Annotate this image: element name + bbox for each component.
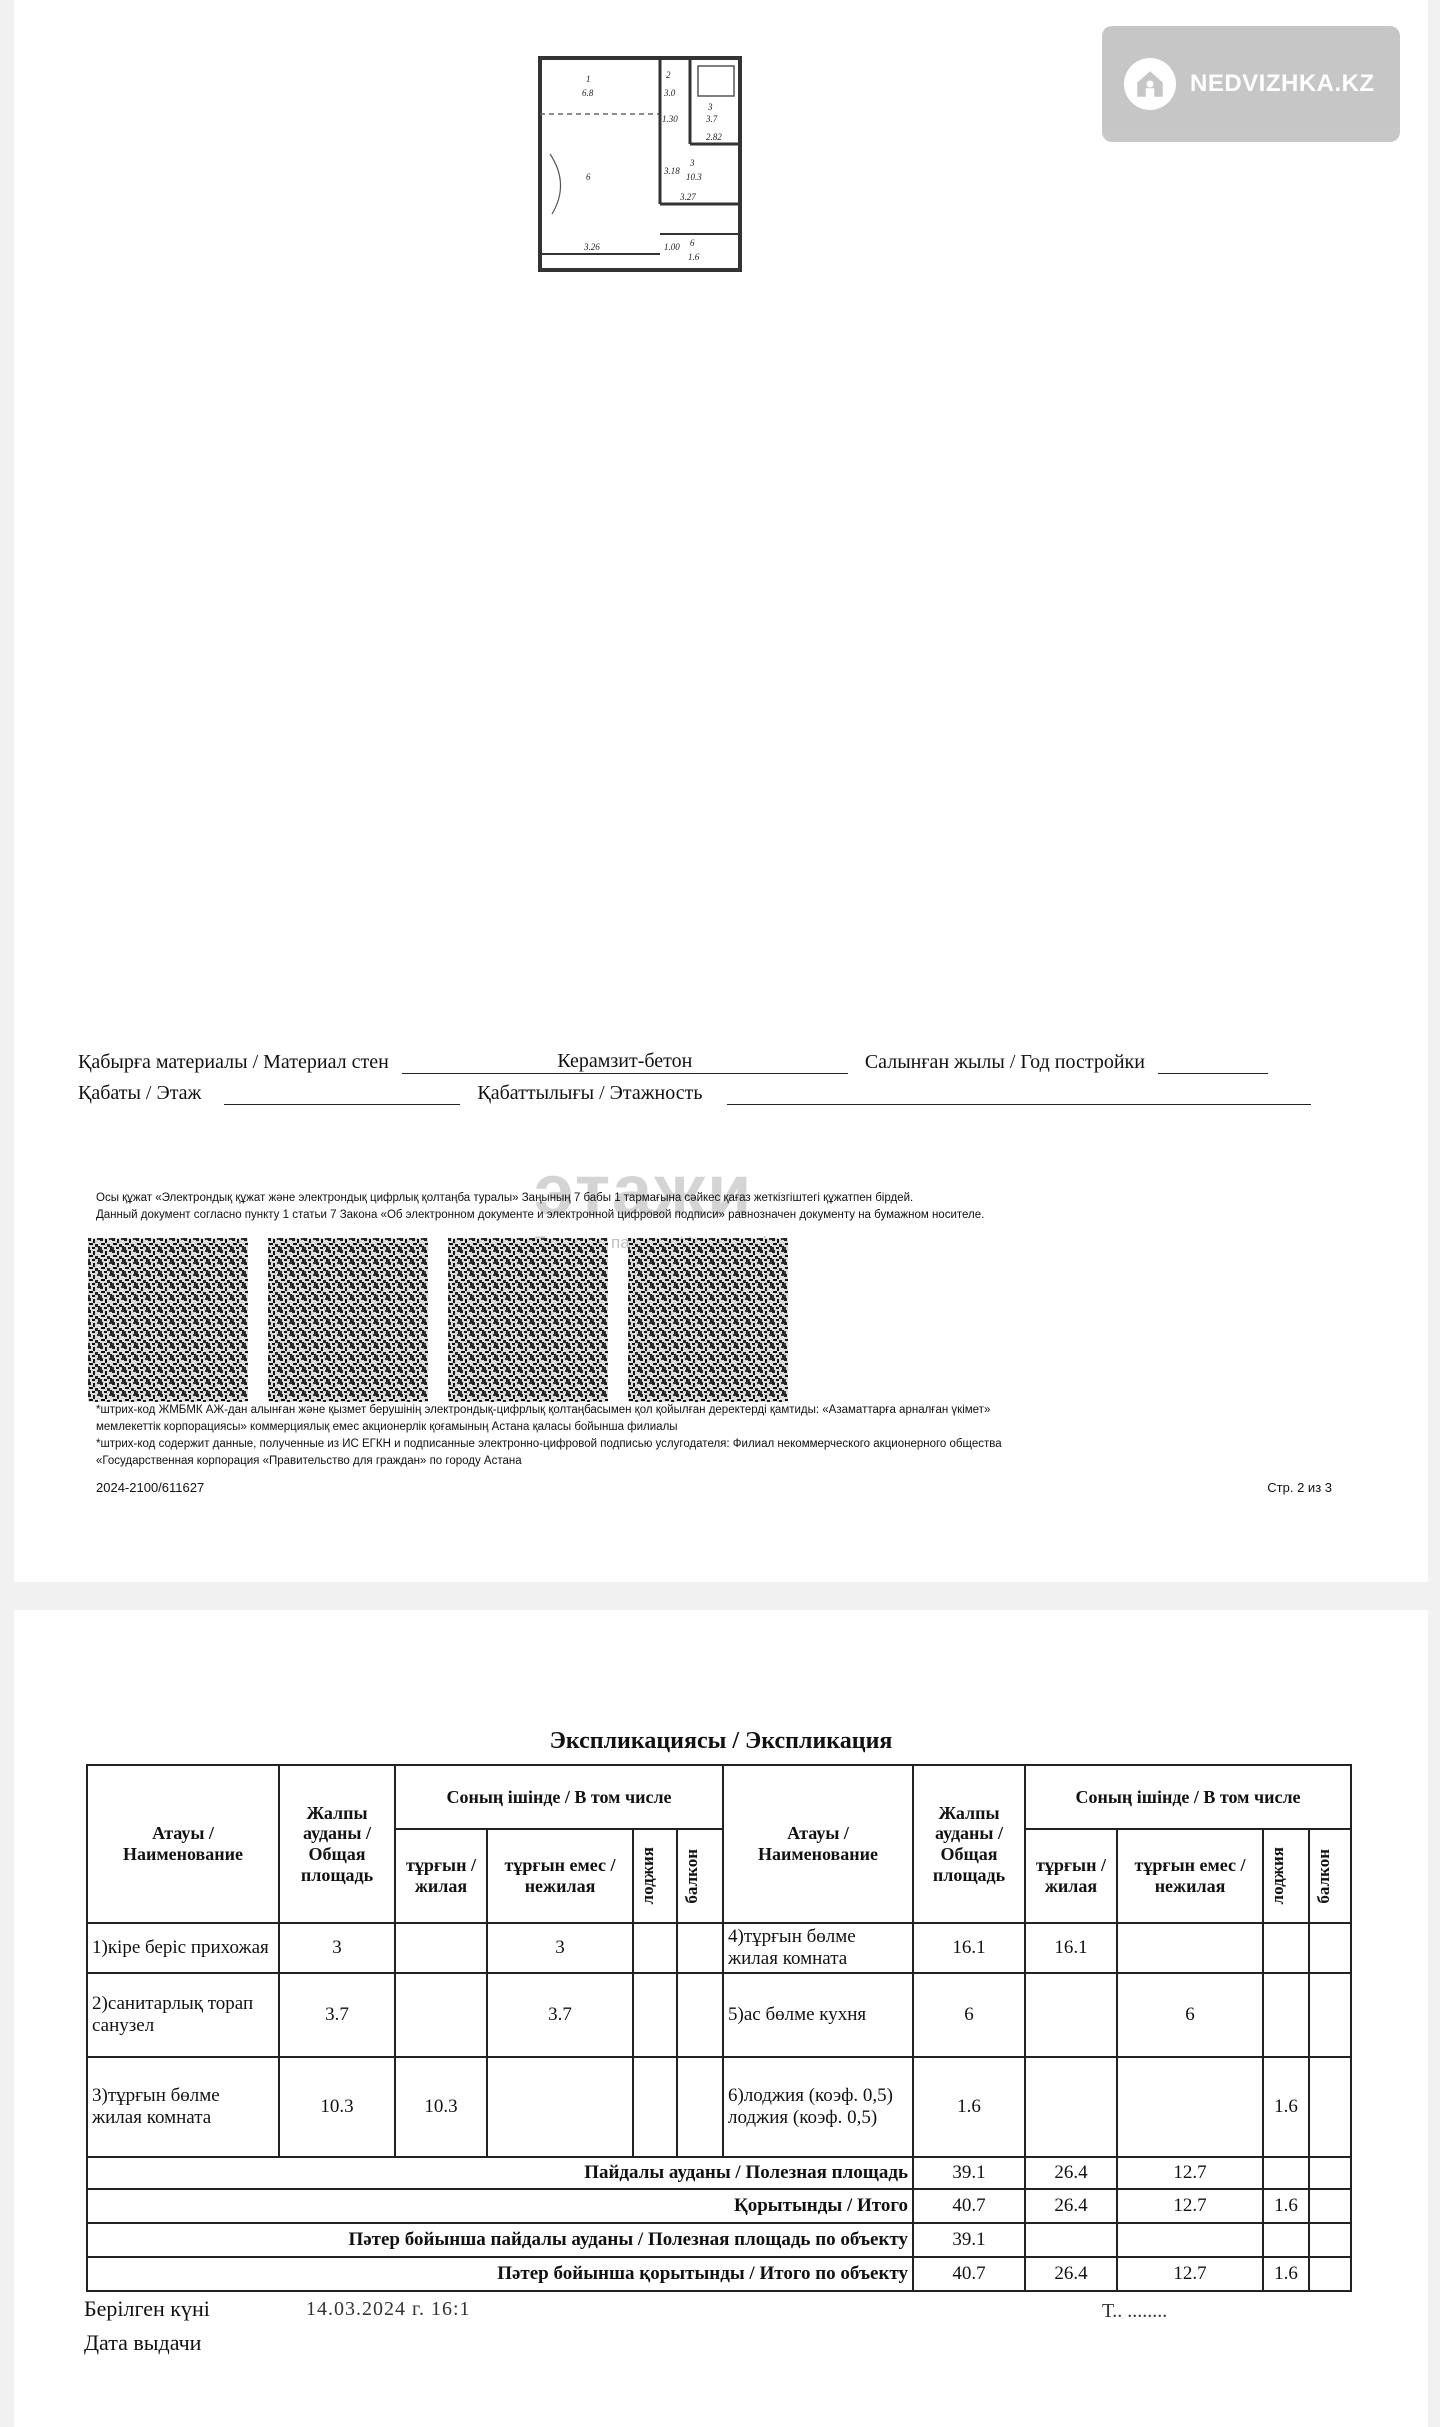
- plan-label: 1.00: [664, 242, 680, 252]
- table-row: [87, 2057, 1351, 2157]
- room-nonliving: 3: [487, 1923, 633, 1973]
- total-loggia: 1.6: [1263, 2257, 1309, 2291]
- col-loggia-header: лоджия: [633, 1829, 677, 1923]
- col-nonliving-header: тұрғын емес / нежилая: [1117, 1829, 1263, 1923]
- plan-label: 6: [690, 238, 695, 248]
- col-balcony-header: балкон: [1309, 1829, 1351, 1923]
- plan-label: 3: [708, 102, 713, 112]
- notice-line: Данный документ согласно пункту 1 статьи 7 Закона «Об электронном документе и электронной цифровой подписи» равнозначен документу на бумажном носителе.: [96, 1209, 985, 1221]
- total-loggia: 1.6: [1263, 2189, 1309, 2223]
- room-total: 16.1: [913, 1923, 1025, 1973]
- document-page-2: [14, 0, 1428, 1582]
- room-loggia: [1263, 1973, 1309, 2057]
- room-living: [395, 1973, 487, 2057]
- room-living: [395, 1923, 487, 1973]
- issue-date-value: 14.03.2024 г. 16:1: [306, 2298, 471, 2320]
- plan-label: 1.30: [662, 114, 678, 124]
- explication-title: Экспликациясы / Экспликация: [549, 1728, 893, 1754]
- floor-label: Қабаты / Этаж: [78, 1082, 202, 1104]
- plan-label: 2.82: [706, 132, 722, 142]
- plan-label: 6: [586, 172, 591, 182]
- total-balcony: [1309, 2223, 1351, 2257]
- col-incl-header: Соның ішінде / В том числе: [395, 1765, 723, 1829]
- qr-code: [448, 1238, 608, 1402]
- col-living-header: тұрғын / жилая: [1025, 1829, 1117, 1923]
- page-number: Стр. 2 из 3: [1267, 1480, 1332, 1495]
- total-nonliving: [1117, 2223, 1263, 2257]
- totals-row: [87, 2157, 1351, 2189]
- issue-label-kz: Берілген күні: [84, 2296, 210, 2321]
- floors-label: Қабаттылығы / Этажность: [477, 1082, 703, 1104]
- room-total: 3.7: [279, 1973, 395, 2057]
- wall-material-row: [78, 1050, 1268, 1074]
- badge-brand: NEDVIZHKA.KZ: [1190, 70, 1375, 97]
- col-loggia-header: лоджия: [1263, 1829, 1309, 1923]
- room-name: 1)кіре беріс прихожая: [87, 1923, 279, 1973]
- room-total: 1.6: [913, 2057, 1025, 2157]
- col-name-header: Атауы / Наименование: [723, 1765, 913, 1923]
- room-nonliving: 3.7: [487, 1973, 633, 2057]
- room-loggia: 1.6: [1263, 2057, 1309, 2157]
- room-nonliving: [1117, 1923, 1263, 1973]
- issue-date-label: [84, 2292, 210, 2360]
- room-nonliving: 6: [1117, 1973, 1263, 2057]
- year-label: Салынған жылы / Год постройки: [864, 1051, 1145, 1073]
- total-value: 40.7: [913, 2189, 1025, 2223]
- room-loggia: [633, 2057, 677, 2157]
- total-balcony: [1309, 2189, 1351, 2223]
- total-label: Пәтер бойынша қорытынды / Итого по объекту: [87, 2257, 913, 2291]
- room-balcony: [1309, 1973, 1351, 2057]
- footnote-line: мемлекеттік корпорациясы» коммерциялық емес акционерлік қоғамының Астана қаласы бойынша филиалы: [96, 1421, 678, 1433]
- total-value: 39.1: [913, 2223, 1025, 2257]
- total-balcony: [1309, 2157, 1351, 2189]
- signature: Т.. ........: [1102, 2300, 1168, 2322]
- footnote-line: *штрих-код содержит данные, полученные из ИС ЕГКН и подписанные электронно-цифровой подписью услугодателя: Филиал некоммерческого акционерного общества: [96, 1438, 1002, 1450]
- room-living: [1025, 2057, 1117, 2157]
- total-loggia: [1263, 2223, 1309, 2257]
- room-name: 6)лоджия (коэф. 0,5) лоджия (коэф. 0,5): [723, 2057, 913, 2157]
- col-total-header: Жалпы ауданы / Общая площадь: [279, 1765, 395, 1923]
- plan-label: 6.8: [582, 88, 594, 98]
- col-nonliving-header: тұрғын емес / нежилая: [487, 1829, 633, 1923]
- plan-label: 3.27: [680, 192, 696, 202]
- totals-row: [87, 2189, 1351, 2223]
- room-loggia: [633, 1923, 677, 1973]
- floor-plan: [530, 54, 750, 274]
- room-name: 2)санитарлық торап санузел: [87, 1973, 279, 2057]
- plan-label: 10.3: [686, 172, 702, 182]
- table-row: [87, 1923, 1351, 1973]
- room-total: 6: [913, 1973, 1025, 2057]
- total-label: Пайдалы ауданы / Полезная площадь: [87, 2157, 913, 2189]
- room-loggia: [1263, 1923, 1309, 1973]
- plan-label: 3.7: [706, 114, 718, 124]
- issue-label-ru: Дата выдачи: [84, 2330, 202, 2355]
- floor-row: [78, 1082, 1311, 1105]
- header-row: [87, 1765, 1351, 1829]
- room-total: 3: [279, 1923, 395, 1973]
- total-living: [1025, 2223, 1117, 2257]
- room-balcony: [677, 1923, 723, 1973]
- room-name: 5)ас бөлме кухня: [723, 1973, 913, 2057]
- room-total: 10.3: [279, 2057, 395, 2157]
- total-living: 26.4: [1025, 2189, 1117, 2223]
- total-living: 26.4: [1025, 2257, 1117, 2291]
- plan-label: 3.0: [664, 88, 676, 98]
- total-label: Пәтер бойынша пайдалы ауданы / Полезная площадь по объекту: [87, 2223, 913, 2257]
- totals-row: [87, 2223, 1351, 2257]
- col-name-header: Атауы / Наименование: [87, 1765, 279, 1923]
- plan-label: 3.26: [584, 242, 600, 252]
- barcode-footnote: [96, 1402, 1342, 1470]
- total-value: 39.1: [913, 2157, 1025, 2189]
- notice-line: Осы құжат «Электрондық құжат және электрондық цифрлық қолтаңба туралы» Заңының 7 бабы 1 тармағына сәйкес қағаз жеткізгіштегі құжатпен бірдей.: [96, 1192, 914, 1204]
- plan-label: 1.6: [688, 252, 700, 262]
- plan-label: 3: [690, 158, 695, 168]
- floors-value: [727, 1104, 1311, 1105]
- col-balcony-header: балкон: [677, 1829, 723, 1923]
- room-balcony: [677, 2057, 723, 2157]
- document-page-3: [14, 1610, 1428, 2427]
- room-nonliving: [1117, 2057, 1263, 2157]
- total-balcony: [1309, 2257, 1351, 2291]
- total-value: 40.7: [913, 2257, 1025, 2291]
- etazhi-watermark: этажи: [534, 1151, 754, 1231]
- room-name: 4)тұрғын бөлме жилая комната: [723, 1923, 913, 1973]
- plan-label: 1: [586, 74, 591, 84]
- total-nonliving: 12.7: [1117, 2257, 1263, 2291]
- footnote-line: *штрих-код ЖМБМК АЖ-дан алынған және қызмет берушінің электрондық-цифрлық қолтаңбасымен қол қойылған деректерді қамтиды: «Азаматтарға арналған үкімет»: [96, 1404, 991, 1416]
- qr-code: [88, 1238, 248, 1402]
- total-nonliving: 12.7: [1117, 2189, 1263, 2223]
- qr-code: [268, 1238, 428, 1402]
- room-loggia: [633, 1973, 677, 2057]
- total-label: Қорытынды / Итого: [87, 2189, 913, 2223]
- room-balcony: [677, 1973, 723, 2057]
- explication-table: [86, 1764, 1352, 2292]
- room-living: 16.1: [1025, 1923, 1117, 1973]
- wall-value: Керамзит-бетон: [402, 1050, 848, 1074]
- nedvizhka-badge[interactable]: [1102, 26, 1400, 142]
- house-icon: [1124, 58, 1176, 110]
- wall-label: Қабырға материалы / Материал стен: [78, 1051, 389, 1073]
- room-living: [1025, 1973, 1117, 2057]
- floor-value: [224, 1104, 460, 1105]
- qr-code: [628, 1238, 788, 1402]
- plan-label: 3.18: [664, 166, 680, 176]
- totals-row: [87, 2257, 1351, 2291]
- total-living: 26.4: [1025, 2157, 1117, 2189]
- total-nonliving: 12.7: [1117, 2157, 1263, 2189]
- room-name: 3)тұрғын бөлме жилая комната: [87, 2057, 279, 2157]
- footnote-line: «Государственная корпорация «Правительство для граждан» по городу Астана: [96, 1455, 522, 1467]
- col-living-header: тұрғын / жилая: [395, 1829, 487, 1923]
- room-balcony: [1309, 2057, 1351, 2157]
- plan-label: 2: [666, 70, 671, 80]
- legal-notice: [96, 1190, 984, 1224]
- room-balcony: [1309, 1923, 1351, 1973]
- col-incl-header: Соның ішінде / В том числе: [1025, 1765, 1351, 1829]
- total-loggia: [1263, 2157, 1309, 2189]
- room-living: 10.3: [395, 2057, 487, 2157]
- year-value: [1158, 1073, 1268, 1074]
- document-number: 2024-2100/611627: [96, 1480, 205, 1495]
- room-nonliving: [487, 2057, 633, 2157]
- table-row: [87, 1973, 1351, 2057]
- col-total-header: Жалпы ауданы / Общая площадь: [913, 1765, 1025, 1923]
